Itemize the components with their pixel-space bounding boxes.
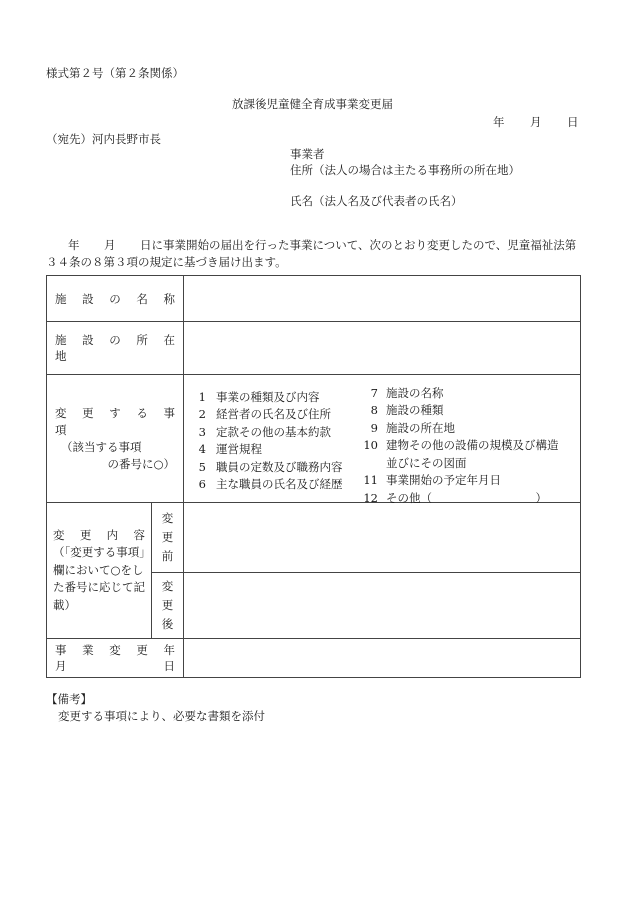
items-left-list	[192, 389, 343, 494]
after-content-field[interactable]	[184, 573, 581, 639]
remarks-heading: 【備考】	[46, 692, 92, 706]
body-line2: ３４条の８第３項の規定に基づき届け出ます。	[46, 255, 287, 269]
row-facility-location	[47, 322, 581, 375]
date-month: 月	[530, 115, 542, 129]
applicant-heading: 事業者	[290, 147, 325, 161]
change-item[interactable]: 1 事業の種類及び内容	[198, 389, 320, 404]
before-content-field[interactable]	[184, 503, 581, 573]
change-item[interactable]: 9 施設の所在地	[370, 420, 455, 435]
change-item[interactable]: 11 事業開始の予定年月日	[363, 473, 501, 487]
change-items-sub2: の番号に○）	[107, 456, 175, 471]
facility-location-label: 施 設 の 所 在 地	[55, 333, 187, 363]
applicant-address-label: 住所（法人の場合は主たる事務所の所在地）	[290, 163, 520, 177]
date-day: 日	[567, 115, 579, 129]
change-item[interactable]: 6 主な職員の氏名及び経歴	[198, 477, 343, 491]
after-label-char: 後	[161, 617, 174, 631]
change-item[interactable]: 7 施設の名称	[370, 385, 444, 400]
change-content-label: 変 更 内 容	[53, 527, 145, 542]
row-change-before	[47, 503, 581, 573]
facility-location-label-cell	[47, 322, 187, 375]
addressee: （宛先）河内長野市長	[46, 132, 161, 146]
change-item[interactable]: 4 運営規程	[198, 442, 262, 456]
after-label-cell	[152, 573, 184, 639]
row-change-date	[47, 639, 581, 678]
before-label-cell	[152, 503, 184, 573]
form-code: 様式第２号（第２条関係）	[46, 66, 184, 80]
change-item[interactable]: 12 その他（ ）	[363, 490, 547, 505]
document-title: 放課後児童健全育成事業変更届	[232, 97, 393, 111]
change-content-note: 欄において○をし	[53, 562, 144, 577]
change-item[interactable]: 10 建物その他の設備の規模及び構造	[363, 438, 559, 452]
change-item[interactable]: 8 施設の種類	[370, 403, 444, 417]
facility-name-field[interactable]	[184, 276, 581, 322]
change-date-label-cell	[47, 639, 187, 678]
row-change-items	[47, 375, 581, 503]
remarks-text: 変更する事項により、必要な書類を添付	[58, 709, 265, 723]
change-item[interactable]: 3 定款その他の基本約款	[198, 424, 331, 439]
body-month: 月	[104, 238, 116, 252]
before-label-char: 前	[161, 549, 174, 563]
facility-name-label: 施 設 の 名 称	[55, 291, 175, 306]
facility-location-field[interactable]	[184, 322, 581, 375]
change-content-note: た番号に応じて記	[53, 580, 145, 595]
change-items-label: 変 更 す る 事 項	[55, 405, 187, 437]
change-form-table	[46, 275, 581, 678]
change-items-cell	[184, 375, 581, 503]
change-date-label: 事 業 変 更 年 月 日	[55, 643, 187, 673]
row-facility-name	[47, 276, 581, 322]
change-content-label-cell	[47, 503, 152, 639]
change-item[interactable]: 2 経営者の氏名及び住所	[198, 407, 331, 421]
change-items-sub1: （該当する事項	[61, 439, 142, 454]
before-label-char: 変	[161, 511, 174, 525]
applicant-name-label: 氏名（法人名及び代表者の氏名）	[290, 194, 463, 208]
change-items-label-cell	[47, 375, 187, 503]
facility-name-label-cell	[47, 276, 184, 322]
body-line1: 日に事業開始の届出を行った事業について、次のとおり変更したので、児童福祉法第	[140, 238, 577, 252]
body-year: 年	[68, 238, 80, 252]
change-item-continuation: 並びにその図面	[386, 455, 467, 470]
change-content-note: （「変更する事項」	[53, 545, 151, 560]
items-right-list	[362, 385, 559, 508]
after-label-char: 変	[161, 579, 174, 593]
before-label-char: 更	[161, 530, 174, 544]
date-year: 年	[493, 115, 505, 129]
change-date-field[interactable]	[184, 639, 581, 678]
after-label-char: 更	[161, 598, 174, 612]
change-content-note: 載）	[53, 597, 76, 612]
change-item[interactable]: 5 職員の定数及び職務内容	[198, 459, 343, 474]
